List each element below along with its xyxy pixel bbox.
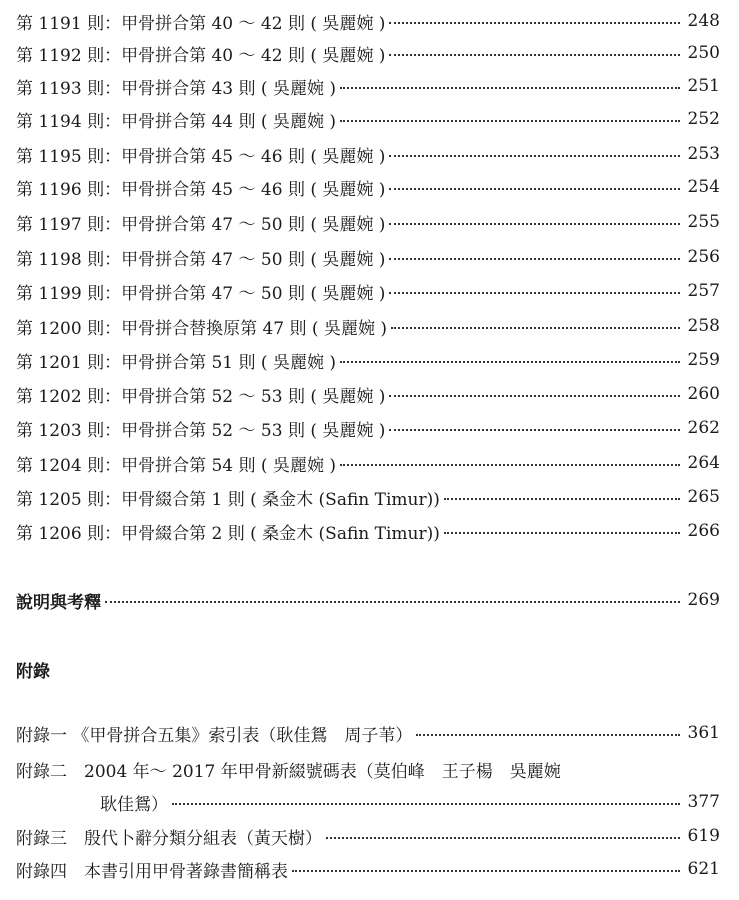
leader-dots: [389, 292, 680, 294]
leader-dots: [444, 498, 680, 500]
toc-entry-1195[interactable]: [16, 139, 720, 169]
leader-dots: [292, 870, 680, 872]
toc-entry-1206[interactable]: [16, 516, 720, 546]
leader-dots: [389, 155, 680, 157]
entry-page: 264: [687, 453, 720, 473]
entry-page: 254: [687, 177, 720, 197]
leader-dots: [389, 22, 680, 24]
entry-title: 第 1199 則：甲骨拼合第 47 ～ 50 則 ( 吳麗婉 ): [16, 283, 386, 304]
entry-page: 259: [687, 350, 720, 370]
entry-title: 第 1195 則：甲骨拼合第 45 ～ 46 則 ( 吳麗婉 ): [16, 146, 386, 167]
entry-title: 第 1201 則：甲骨拼合第 51 則 ( 吳麗婉 ): [16, 352, 336, 373]
appendix-heading: 附錄: [16, 662, 50, 682]
toc-entry-1202[interactable]: [16, 379, 720, 409]
entry-page: 262: [687, 418, 720, 438]
toc-entry-1194[interactable]: [16, 104, 720, 134]
entry-title: 第 1203 則：甲骨拼合第 52 ～ 53 則 ( 吳麗婉 ): [16, 420, 386, 441]
toc-entry-1192[interactable]: [16, 38, 720, 68]
toc-entry-1191[interactable]: [16, 6, 720, 36]
leader-dots: [416, 734, 680, 736]
toc-entry-1204[interactable]: [16, 448, 720, 478]
toc-entry-1200[interactable]: [16, 311, 720, 341]
leader-dots: [391, 327, 680, 329]
appendix-page: 361: [687, 723, 720, 743]
appendix-3[interactable]: [16, 821, 720, 851]
explanation-page: 269: [687, 590, 720, 610]
leader-dots: [105, 601, 680, 603]
appendix-page: 377: [687, 792, 720, 812]
appendix-page: 619: [687, 826, 720, 846]
leader-dots: [172, 803, 680, 805]
appendix-title: 附錄二 2004 年～ 2017 年甲骨新綴號碼表（莫伯峰 王子楊 吳麗婉: [16, 761, 561, 782]
entry-page: 250: [687, 43, 720, 63]
leader-dots: [389, 258, 680, 260]
leader-dots: [340, 464, 680, 466]
entry-title: 第 1193 則：甲骨拼合第 43 則 ( 吳麗婉 ): [16, 78, 336, 99]
leader-dots: [389, 395, 680, 397]
appendix-2-cont[interactable]: [100, 787, 720, 817]
leader-dots: [389, 54, 680, 56]
entry-page: 255: [687, 212, 720, 232]
entry-title: 第 1194 則：甲骨拼合第 44 則 ( 吳麗婉 ): [16, 111, 336, 132]
entry-title: 第 1198 則：甲骨拼合第 47 ～ 50 則 ( 吳麗婉 ): [16, 249, 386, 270]
entry-title: 第 1205 則：甲骨綴合第 1 則 ( 桑金木 (Safin Timur)): [16, 489, 440, 510]
toc-entry-1198[interactable]: [16, 242, 720, 272]
appendix-title: 附錄三 殷代卜辭分類分組表（黃天樹）: [16, 828, 322, 849]
entry-title: 第 1206 則：甲骨綴合第 2 則 ( 桑金木 (Safin Timur)): [16, 523, 440, 544]
leader-dots: [340, 120, 680, 122]
leader-dots: [326, 837, 680, 839]
leader-dots: [444, 532, 680, 534]
leader-dots: [340, 361, 680, 363]
entry-title: 第 1196 則：甲骨拼合第 45 ～ 46 則 ( 吳麗婉 ): [16, 179, 386, 200]
toc-entry-1197[interactable]: [16, 207, 720, 237]
leader-dots: [389, 223, 680, 225]
entry-title: 第 1197 則：甲骨拼合第 47 ～ 50 則 ( 吳麗婉 ): [16, 214, 386, 235]
leader-dots: [340, 87, 680, 89]
entry-page: 258: [687, 316, 720, 336]
entry-page: 248: [687, 11, 720, 31]
leader-dots: [389, 429, 680, 431]
toc-entry-1203[interactable]: [16, 413, 720, 443]
entry-title: 第 1202 則：甲骨拼合第 52 ～ 53 則 ( 吳麗婉 ): [16, 386, 386, 407]
appendix-page: 621: [687, 859, 720, 879]
appendix-4[interactable]: [16, 854, 720, 884]
entry-page: 256: [687, 247, 720, 267]
entry-page: 252: [687, 109, 720, 129]
appendix-2[interactable]: [16, 754, 720, 784]
entry-title: 第 1192 則：甲骨拼合第 40 ～ 42 則 ( 吳麗婉 ): [16, 45, 386, 66]
toc-entry-1199[interactable]: [16, 276, 720, 306]
entry-title: 第 1191 則：甲骨拼合第 40 ～ 42 則 ( 吳麗婉 ): [16, 13, 386, 34]
entry-page: 253: [687, 144, 720, 164]
explanation-title: 說明與考釋: [16, 592, 101, 613]
entry-page: 260: [687, 384, 720, 404]
entry-page: 257: [687, 281, 720, 301]
toc-entry-1193[interactable]: [16, 71, 720, 101]
appendix-title: 附錄四 本書引用甲骨著錄書簡稱表: [16, 861, 288, 882]
entry-page: 265: [687, 487, 720, 507]
entry-title: 第 1204 則：甲骨拼合第 54 則 ( 吳麗婉 ): [16, 455, 336, 476]
appendix-title: 附錄一 《甲骨拼合五集》索引表（耿佳鴛 周子苇）: [16, 725, 413, 746]
leader-dots: [389, 188, 680, 190]
toc-explanation[interactable]: [16, 585, 720, 615]
entry-page: 251: [687, 76, 720, 96]
toc-entry-1205[interactable]: [16, 482, 720, 512]
entry-title: 第 1200 則：甲骨拼合替換原第 47 則 ( 吳麗婉 ): [16, 318, 387, 339]
appendix-1[interactable]: [16, 718, 720, 748]
toc-entry-1196[interactable]: [16, 172, 720, 202]
appendix-title-cont: 耿佳鴛）: [100, 794, 168, 815]
entry-page: 266: [687, 521, 720, 541]
toc-entry-1201[interactable]: [16, 345, 720, 375]
